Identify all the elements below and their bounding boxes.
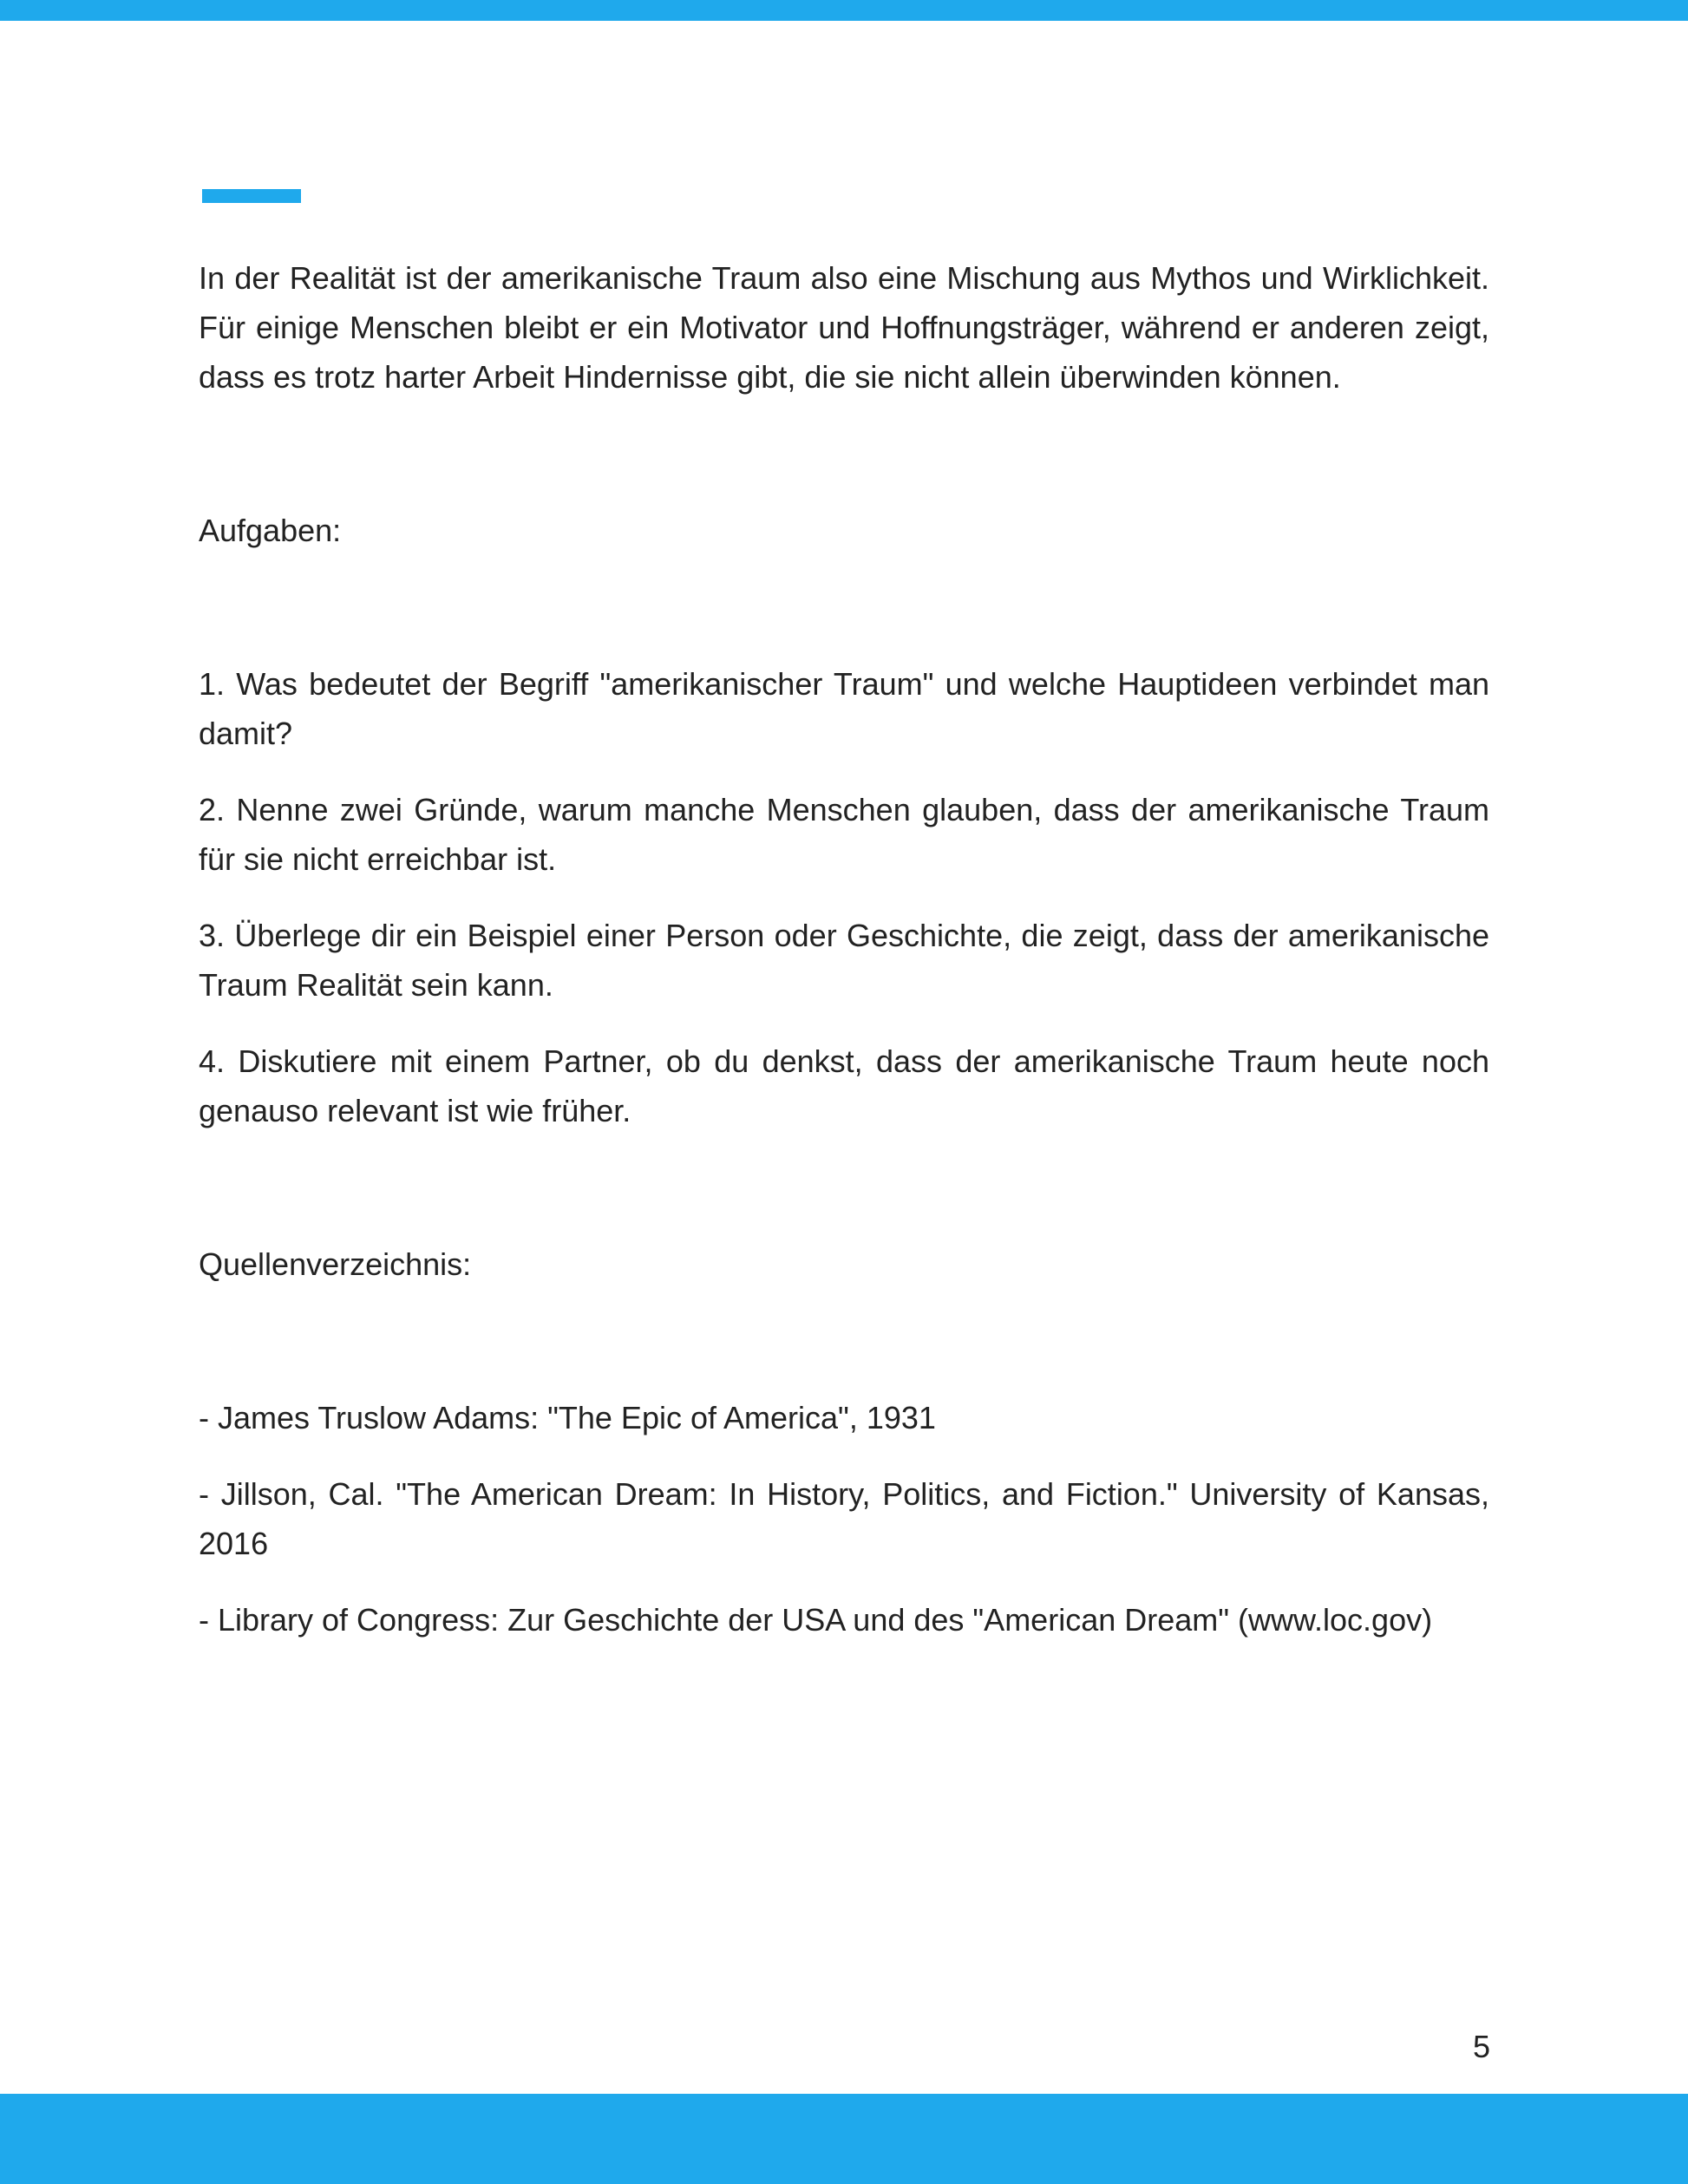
source-item: - James Truslow Adams: "The Epic of America", 1931 [199,1400,936,1435]
page-number: 5 [1472,2029,1490,2064]
task-item: 2. Nenne zwei Gründe, warum manche Menschen glauben, dass der amerikanische Traum für sie nicht erreichbar ist. [199,792,1489,877]
task-item: 1. Was bedeutet der Begriff "amerikanischer Traum" und welche Hauptideen verbindet man damit? [199,666,1489,751]
task-item: 3. Überlege dir ein Beispiel einer Person oder Geschichte, die zeigt, dass der amerikanische Traum Realität sein kann. [199,918,1489,1003]
top-accent-bar [0,0,1688,21]
intro-paragraph: In der Realität ist der amerikanische Traum also eine Mischung aus Mythos und Wirklichkeit. Für einige Menschen bleibt er ein Motivator und Hoffnungsträger, während er anderen zeigt, dass es trotz harter Arbeit Hindernisse gibt, die sie nicht allein überwinden können. [199,260,1489,395]
tasks-heading: Aufgaben: [199,513,342,548]
page-content [199,253,1489,1645]
section-accent-dash [202,189,301,203]
source-item: - Library of Congress: Zur Geschichte der USA und des "American Dream" (www.loc.gov) [199,1602,1433,1638]
tasks-list [199,659,1489,1135]
task-item: 4. Diskutiere mit einem Partner, ob du denkst, dass der amerikanische Traum heute noch genauso relevant ist wie früher. [199,1043,1489,1128]
source-item: - Jillson, Cal. "The American Dream: In History, Politics, and Fiction." University of Kansas, 2016 [199,1476,1489,1561]
sources-list [199,1393,1489,1645]
bottom-accent-bar [0,2094,1688,2184]
sources-heading: Quellenverzeichnis: [199,1246,472,1282]
